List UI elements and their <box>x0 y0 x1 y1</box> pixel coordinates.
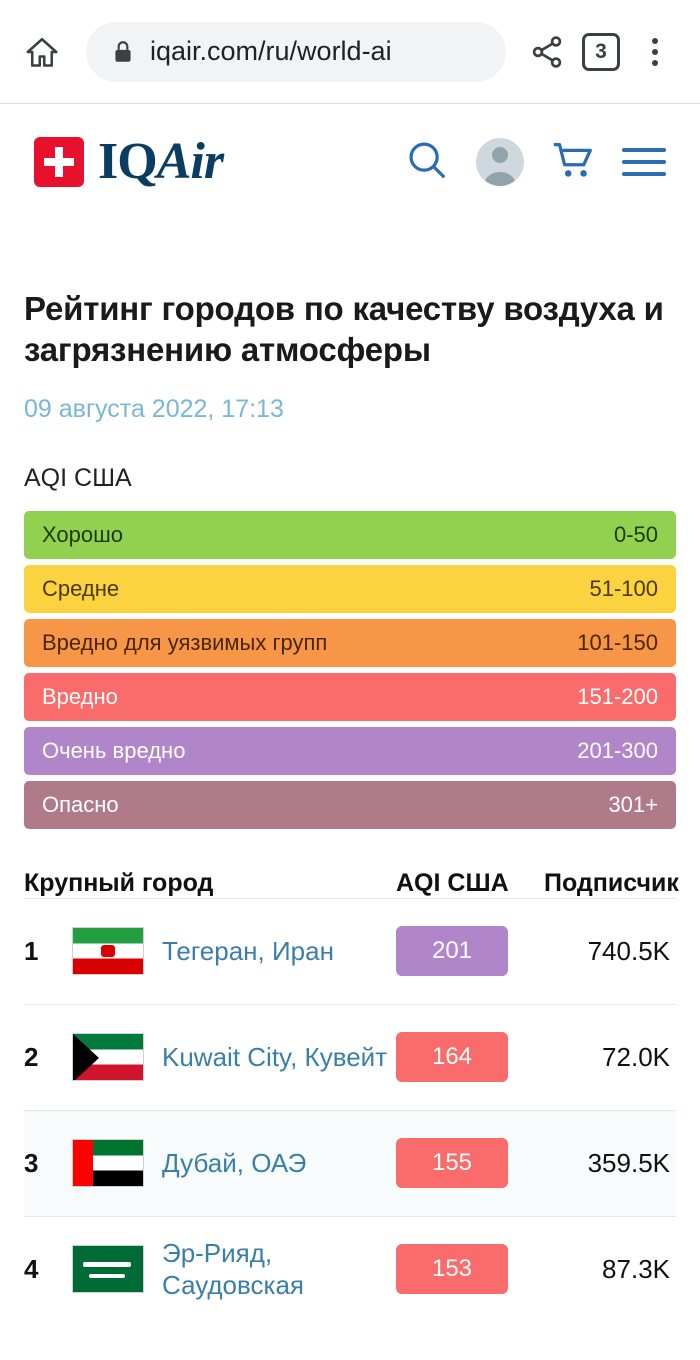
aqi-legend <box>24 511 676 829</box>
table-row[interactable] <box>24 1216 676 1322</box>
browser-menu-button[interactable] <box>628 25 682 79</box>
aqi-badge: 164 <box>396 1032 508 1082</box>
hamburger-bar <box>622 148 666 152</box>
ranking-table-body <box>24 898 676 1322</box>
page-title: Рейтинг городов по качеству воздуха и загрязнению атмосферы <box>24 290 664 369</box>
legend-range: 301+ <box>608 791 658 817</box>
aqi-cell <box>396 926 544 976</box>
column-header-followers: Подписчик <box>544 868 679 897</box>
brand-prefix: IQ <box>98 133 157 190</box>
legend-label: Вредно для уязвимых групп <box>42 629 328 655</box>
share-icon <box>529 34 565 70</box>
tab-switcher-button[interactable] <box>574 25 628 79</box>
aqi-cell <box>396 1244 544 1294</box>
shopping-cart-icon <box>550 137 596 183</box>
city-link[interactable]: Дубай, ОАЭ <box>162 1147 307 1178</box>
follower-count: 72.0K <box>602 1041 670 1072</box>
city-link[interactable]: Тегеран, Иран <box>162 935 334 966</box>
tab-count-badge: 3 <box>582 33 620 71</box>
brand-wordmark <box>98 133 224 190</box>
legend-row <box>24 727 676 775</box>
follower-count: 87.3K <box>602 1253 670 1284</box>
lock-icon <box>110 39 136 65</box>
legend-range: 51-100 <box>589 575 658 601</box>
legend-label: Средне <box>42 575 120 601</box>
address-bar[interactable] <box>86 22 506 82</box>
aqi-cell <box>396 1032 544 1082</box>
rank-number: 1 <box>24 935 39 966</box>
swiss-cross-icon <box>34 137 84 187</box>
hamburger-bar <box>622 172 666 176</box>
brand-logo[interactable] <box>34 133 404 190</box>
aqi-scale-label: AQI США <box>24 463 132 492</box>
legend-row <box>24 781 676 829</box>
timestamp: 09 августа 2022, 17:13 <box>24 394 284 423</box>
table-row[interactable] <box>24 898 676 1004</box>
header-actions <box>404 137 666 188</box>
flag-iran-icon <box>72 927 144 975</box>
rank-number: 2 <box>24 1041 39 1072</box>
legend-label: Очень вредно <box>42 737 186 763</box>
legend-label: Вредно <box>42 683 118 709</box>
city-link[interactable]: Эр-Рияд, Саудовская <box>162 1237 305 1300</box>
legend-range: 101-150 <box>577 629 658 655</box>
brand-suffix: Air <box>156 133 224 190</box>
legend-range: 201-300 <box>577 737 658 763</box>
aqi-badge: 201 <box>396 926 508 976</box>
ranking-table-header <box>24 868 679 898</box>
column-header-city: Крупный город <box>24 868 214 897</box>
legend-label: Опасно <box>42 791 119 817</box>
rank-number: 4 <box>24 1253 39 1284</box>
cart-button[interactable] <box>550 137 596 188</box>
search-button[interactable] <box>404 137 450 188</box>
hamburger-bar <box>622 160 666 164</box>
share-button[interactable] <box>520 25 574 79</box>
legend-row <box>24 619 676 667</box>
legend-row <box>24 673 676 721</box>
flag-uae-icon <box>72 1139 144 1187</box>
table-row[interactable] <box>24 1004 676 1110</box>
site-header <box>0 104 700 220</box>
rank-number: 3 <box>24 1147 39 1178</box>
city-link[interactable]: Kuwait City, Кувейт <box>162 1041 388 1072</box>
hamburger-menu-button[interactable] <box>622 148 666 176</box>
legend-label: Хорошо <box>42 521 124 547</box>
legend-row <box>24 511 676 559</box>
follower-count: 740.5K <box>587 935 670 966</box>
legend-range: 151-200 <box>577 683 658 709</box>
column-header-aqi: AQI США <box>396 868 509 897</box>
home-button[interactable] <box>18 28 66 76</box>
flag-saudi-arabia-icon <box>72 1245 144 1293</box>
legend-range: 0-50 <box>613 521 658 547</box>
table-row[interactable] <box>24 1110 676 1216</box>
follower-count: 359.5K <box>587 1147 670 1178</box>
flag-kuwait-icon <box>72 1033 144 1081</box>
home-icon <box>24 34 60 70</box>
browser-toolbar <box>0 0 700 104</box>
avatar[interactable] <box>476 138 524 186</box>
aqi-badge: 155 <box>396 1138 508 1188</box>
legend-row <box>24 565 676 613</box>
url-text: iqair.com/ru/world-ai <box>150 36 392 66</box>
aqi-cell <box>396 1138 544 1188</box>
aqi-badge: 153 <box>396 1244 508 1294</box>
search-icon <box>404 137 450 183</box>
page-content <box>0 288 700 1322</box>
overflow-menu-icon <box>652 38 658 66</box>
